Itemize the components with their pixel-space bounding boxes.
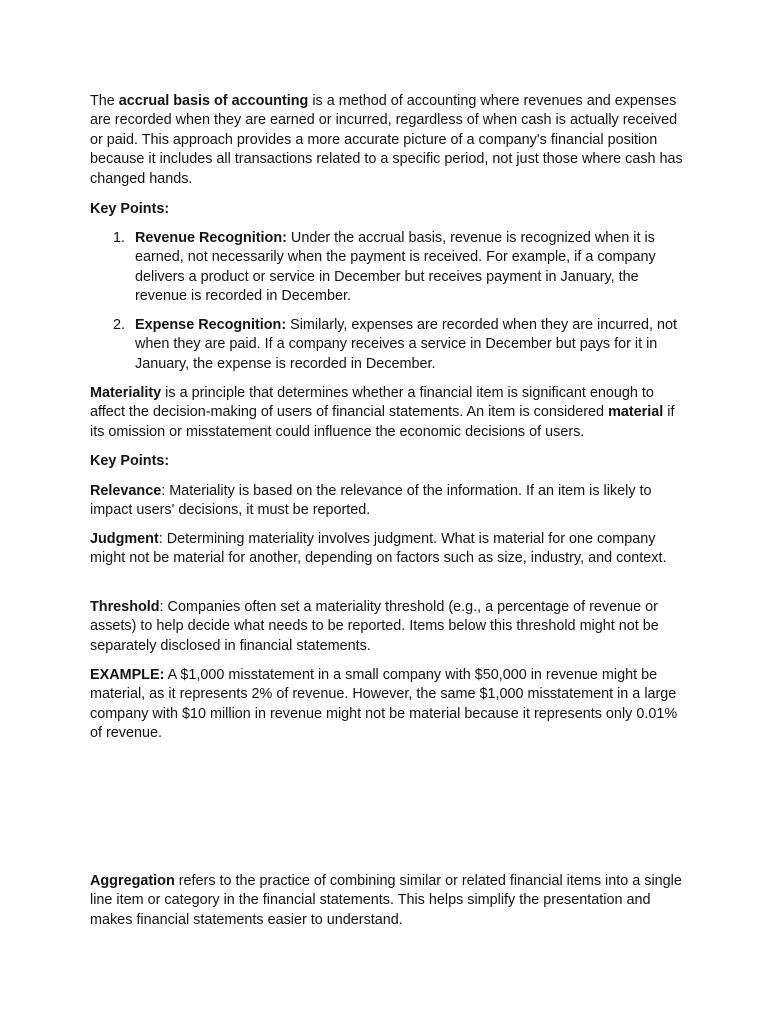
list-item-label: Revenue Recognition: (135, 230, 287, 246)
threshold-paragraph (90, 598, 686, 656)
relevance-label: Relevance (90, 483, 162, 499)
threshold-label: Threshold (90, 599, 160, 615)
example-text: A $1,000 misstatement in a small company with $50,000 in revenue might be material, as it represents 2% of revenue. However, the same $1,000 misstatement in a large company with $10 million in revenue might not be material because it represents only 0.01% of revenue. (90, 667, 678, 742)
list-item-expense-recognition (90, 316, 686, 374)
key-points-heading-text: Key Points: (90, 453, 170, 469)
key-points-heading-text: Key Points: (90, 201, 170, 217)
list-item-revenue-recognition (90, 229, 686, 307)
aggregation-body: refers to the practice of combining similar or related financial items into a single line item or category in the financial statements. This helps simplify the presentation and makes financial statements easier to understand. (90, 873, 682, 928)
accrual-body: is a method of accounting where revenues and expenses are recorded when they are earned or incurred, regardless of when cash is actually received or paid. This approach provides a more accurate picture of a company's financial position because it includes all transactions related to a specific period, not just those where cash has changed hands. (90, 93, 683, 187)
aggregation-paragraph (90, 872, 686, 930)
judgment-text: : Determining materiality involves judgment. What is material for one company might not be material for another, depending on factors such as size, industry, and context. (90, 531, 667, 567)
example-paragraph (90, 666, 686, 744)
materiality-term: Materiality (90, 385, 162, 401)
list-item-text: Under the accrual basis, revenue is recognized when it is earned, not necessarily when the payment is received. For example, if a company delivers a product or service in December but receives payment in January, the revenue is recorded in December. (135, 230, 656, 305)
relevance-paragraph (90, 482, 686, 521)
judgment-label: Judgment (90, 531, 159, 547)
accrual-term: accrual basis of accounting (118, 93, 309, 109)
materiality-body-end: if its omission or misstatement could influence the economic decisions of users. (90, 404, 675, 440)
key-points-heading (90, 200, 686, 219)
judgment-paragraph (90, 530, 686, 569)
list-number: 2. (113, 317, 126, 333)
list-number: 1. (113, 230, 126, 246)
materiality-body: is a principle that determines whether a financial item is significant enough to affect the decision-making of users of financial statements. An item is considered (90, 385, 654, 421)
accrual-paragraph (90, 92, 686, 189)
materiality-paragraph (90, 384, 686, 442)
threshold-text: : Companies often set a materiality threshold (e.g., a percentage of revenue or assets) to help decide what needs to be reported. Items below this threshold might not be separately disclosed in financial statements. (90, 599, 659, 654)
relevance-text: : Materiality is based on the relevance of the information. If an item is likely to impact users' decisions, it must be reported. (90, 483, 652, 519)
accrual-intro: The (90, 93, 119, 109)
example-label: EXAMPLE: (90, 667, 165, 683)
list-item-label: Expense Recognition: (135, 317, 287, 333)
list-item-text: Similarly, expenses are recorded when they are incurred, not when they are paid. If a company receives a service in December but pays for it in January, the expense is recorded in December. (135, 317, 677, 372)
key-points-heading-2 (90, 452, 686, 471)
aggregation-term: Aggregation (90, 873, 175, 889)
material-term: material (608, 404, 664, 421)
